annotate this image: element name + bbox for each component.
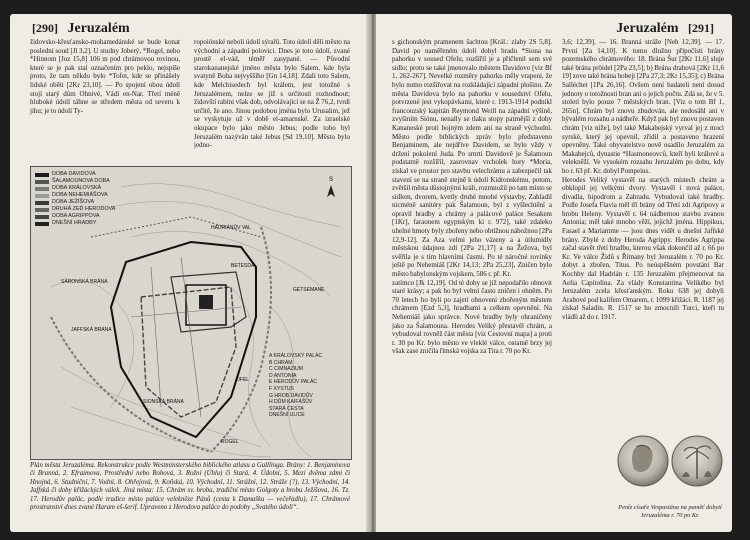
legend-item: DRUHÁ ZEĎ HERODOVA [35,206,113,213]
legend-item: DOBA AGRIPPOVA [35,213,113,220]
legend-place: D ANTONIA [269,372,297,379]
coin-caption: Peníz císaře Vespasiána na paměť dobytí Jeruzaléma r. 70 po Kr. [618,504,722,519]
right-page-heading: Jeruzalém [616,21,679,36]
jerusalem-map [30,166,352,460]
vespasian-coin-image [616,419,724,504]
map-label: SIONSKÁ BRÁNA [143,399,184,405]
map-label: SÁRONSKÁ BRÁNA [61,279,108,285]
legend-place: H DŮM KAIFÁŠŮV [269,399,313,406]
right-page-column-2 [562,38,724,416]
paragraph: s gichonským pramenem šachtou [Král.: zlaby 2S 5,8]. David po naměřeném údolí dobyl hradu *Siona na pahorku v soused Ofelu, rozšířil je a přičlenil sem své sídlo; proto se také jmenovalo městem Davidovo [viz Bf 1, 262-267]. Nevelké rozměry pahorku měly vrapeni, že bylo nutno rozšiřovat na rozkládající západní plošinu. Ze města Davidova bylo na pahorku v sousedství Ofelu, potvrzené jest vykopávkami, které r. 1913-1914 podnikl francouzský kapitán Reymond Weill na západní výšině, zvyšiním Siónu, nenally se tlaku stopy patrnější z doby Kananeské proti bojným zdem ani na straně východní. Město podle biblických zpráv bylo představeno Benjaminem, ale nejdříve Davidem, se bylo vždy v držení pokolení Juda. Po smrti Davidově je Šalamoun podstatně rozšířil, zasrovnav vrcholek hory *Moria, získal ve prostor pro stavbu velechrámu a zabezpečil tak stavení se na straně stejně k údolí Kidronskému, potom, zvětšil města důstojnými králi, rozmnožil po tam místo se sídlem, dvorem, kvetly druhé mnohé výstavby, Zahladil nicméně sanitéry pak Šalamoun, byl z vyšlechtění a opravil hradby a chrámy a palácové paláce Sesakem [1Kr], faraonem egyptským ki r. 972], také zdaleko uhelné hmoty byly zbořeny nebo obtížnou nábožnou [2Pa 12,9-12]. Za Aza velmi jeho vázeny a a útlumidly městskou údajnou zdí [2Pa 21,17] a na Žežova, byl svěřila je s tím hlavními časmi. Po té náročné rovinky ještě po Nehemiáš [2Kr 14,13; 2Pa 25,23], Zničen bylo město babylonským vojskem, 586 r. př. Kr. [392,38,552,279]
paragraph: židovsko-křesťansko-mohamedánské se bude konat poslední soud [Jl 3,2]. U studny Joberý, *Rogel, nebo *Hinnom [Joz 15,8] 106 m pod chrámovou rovinou, které se je pak stal označením pro peklo, nejspíše proto, že tam někdo bylo *Tofet, kde se přinášely lidské oběti [2Kr 23,10]. — Po spojení obou údolí stojí starý dům Ohnivé, Vádí en-Nar. Třetí méně hluboké údolí táhne se středem města od severu k jihu; je to údolí Ty- [30,38,180,115]
left-page-number: [290] [32,21,58,35]
paragraph: 3,6; 12,39]. — 16. Branná stráže [Neh 12,39]. — 17. První [Za 14,10]. K tomu dlužno připočísti brány pozemského chrámového: 18. Brána Šur [2Kr 11,6] sluje také brána pröidel [2Pa 23,5]; b) Brána drahová [2Kr 11,6 19] zove také brána hobeji [2Pa 27,3; 2Kr 15,35]; c) Brána Salléchet [1Pa 26,16]. Ovšem není badateli není dosud jednoty o totožnosti bran ani o jejich počtu. Zdá se, že v 5. století bylo pouze 7 městských bran. [Viz o tom Bf 1, 265n]. Chrám byl znovu zbudován, ale nedosáhl ani v bývalém rozsahu a nádheře. Když pak byl znovu postaven chrám [viz níže], byl také Makabejský vyrval jej z moci syrské, který jej opevnil, zřídil a postaveno hrazení opevněny. Také obyvatelstvo nově osadilo Jeruzalém za Makabejců, dynastie *Hasmoneovců, kteří byli králové a velekněží. Ve vysokém rozsahu Jeruzalém po dobu, kdy ho r. 63 př. Kr. dobyl Pompeius. [562,38,724,175]
legend-item: ŠALAMOUNOVA DOBA [35,178,113,185]
map-label: BETESDA [231,263,255,269]
legend-place: STARÁ CESTA [269,405,304,412]
legend-place: E HERODŮV PALÁC [269,379,318,386]
left-page [10,14,367,532]
map-legend [35,171,116,227]
legend-item: DNEŠNÍ HRADBY [35,220,113,227]
legend-item: DOBA NEHEMIÁŠOVA [35,192,113,199]
left-page-heading: Jeruzalém [67,21,130,36]
legend-item: DOBA DAVIDOVA [35,171,113,178]
legend-place: F XYSTUS [269,385,294,392]
map-label: HADRIÁNŮV VAL [211,225,251,231]
map-label: OFEL [236,377,250,383]
legend-place: B CHRÁM [269,359,293,366]
map-label: ROGEL [221,439,239,445]
map-label: JAFFSKÁ BRÁNA [71,327,112,333]
map-label: GETSEMANE [293,287,325,293]
right-page-column-1 [392,38,552,526]
legend-item: DOBA KRÁLOVSKÁ [35,185,113,192]
legend-place: DNEŠNÍ ULICE [269,412,305,419]
left-page-header [32,21,130,37]
left-page-column-1 [30,38,180,115]
left-page-column-2 [194,38,350,150]
legend-place: G HROB DAVIDŮV [269,392,313,399]
legend-item: DOBA JEŽÍŠOVA [35,199,113,206]
legend-place: C CIMNAZIUM [269,366,303,373]
map-legend-places [269,353,349,419]
coin-drawing [616,419,724,504]
right-page-header [616,21,714,37]
right-page-number: [291] [688,21,714,35]
right-page [376,14,732,532]
paragraph: ropoiónské neboli údolí sýrařů. Toto údolí dělí město na východní a západní polovici. Dnes je toto údolí, zvané prostě el-vád, téměř zasypané. — Původní starokananejské jméno města bylo Salem, kde byla svatyně Boha nejvyššího [Gn 14,18]. Zdali toto Salem, kde Melchisedech byl králem, jest totožné s Jeruzalémem, nelze se již s určitostí rozhodnout; židovští rabíni však dob, odvolávající se na Ž 76,2, tvrdí určitě, že ano. Jinou podobou jména bylo Urusalim, jež se vyskytuje už v době el-amarnské. Za izraelské okupace bylo jako město Jebus; podle toho byl Jeruzalém nazýván také Jebus [Sd 19,10]. Město bylo jedno- [194,38,350,150]
paragraph: Herodes Veliký vystavěl na starých místech chrám a obklopil jej velkými dvory. Vystavěl i nová paláce, divadla, hipodrom a Zahradu. Vybudoval také hradby. Podle Josefa Flavia měl tří brány od Třetí zdi Agripovy a hrobu Heleny. Vystavěl r. 64 nádhernou stavbu zvanou Antonia; měl také mnoho věží, jejichž jména. Hippikus, Fasael a Mariamme — jsou dnes vidět u dnešní Jaffské brány. Zbylé z doby Heroda Agrippy. Herodes Agrippa začal stavět třetí hradbu, kterou však dokončil až r. 66 po Kr. Ve válce Židů s Římany byl Jeruzalém r. 70 po Kr. dobyt a zbořen, Titus. Po neúspěšném povstání Bar Kochby dal Hadrián r. 135 Jeruzalém přejmenovat na Aelia Capitolina. Za vlády Konstantina Velikého byl Jeruzalém zcela křesťanským. Roku 638 jej dobyli Arabové pod kalifem Omarem, r. 1099 křižáci. R. 1187 jej získal Saladin. R. 1517 se ho zmocnili Turci, kteří tu vládli až do r. 1917. [562,175,724,321]
legend-place: A KRÁLOVSKÝ PALÁC [269,353,323,359]
svg-text:S: S [328,177,334,183]
paragraph: zatímco [Jk 12,19]. Od té doby se již nepodařilo obnovit staré krásy; a pak ho byl velmi často zničen i ohněm. Po 70 letech ho byli po zajetí obnoveni zbořeným městem chrámem [Ezd 5,3], hradbami a celkem opevnění. Na Nehemiáš jako správce. Nové hradby byly ohraničeny jako za Šalamouna. Herodes Veliký přestavěl chrám, a vybudoval rovněž část města [viz Cestovní mapa] a proti r. 30 po Kr. bylo město ve vleklé válce, ostatně brzy jej však zase zničila římská vojska za Tita r. 70 po Kr. [392,278,552,356]
map-caption: Plán města Jeruzaléma. Rekonstrukce podle Westminsterského biblického atlasu a Galllinga. Brány: 1. Benjaminova či Branná, 2. Efraimova, Prostřední nebo Rohová, 3. Rožní (Úhlu) či Stará, 4. Údolní, 5. Mezi dvěma zdmi či Hnojná, 6. Studniční, 7. Vodní, 8. Ohřejová, 9. Koňská, 10. Východní, 11. Strážní, 12. Stráže (?), 13. Východní, 14. Jaffská či doby křižáckých válek. Jiná místa: 15. Chrám sv. hrobu, tradiční místo Golgoty a hrobu Ježíšova, 16. Tz. 17. Herodův palác, podle tradice místo paláce velekněze Pánů (cesta k Damašku — večeřadlu), 17. Chrámové prostranství dnes zvané Haram eš-šerif. Upraveno z Herodova paláce do podoby „Svatého údolí“. [30,462,350,512]
